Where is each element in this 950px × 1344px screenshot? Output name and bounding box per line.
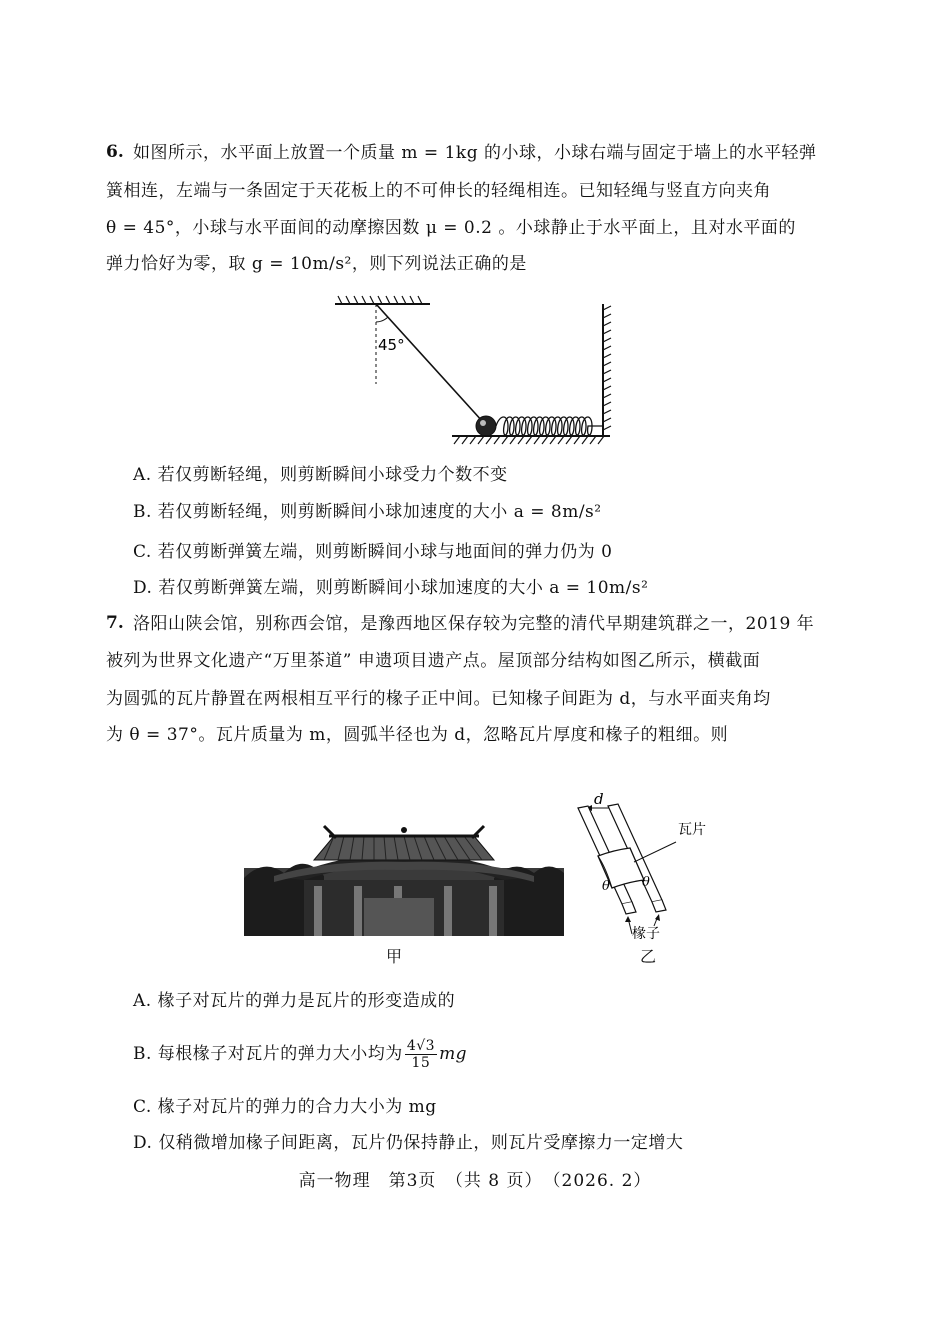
q7-option-b-prefix: B. 每根椽子对瓦片的弹力大小均为	[133, 1044, 403, 1064]
q7-option-a: A. 椽子对瓦片的弹力是瓦片的形变造成的	[133, 991, 456, 1011]
q6-number: 6.	[106, 142, 124, 162]
q7-option-b-frac-num: 4√3	[406, 1038, 436, 1054]
q7-building-photo	[244, 818, 564, 936]
q6-stem-line-2: 簧相连，左端与一条固定于天花板上的不可伸长的轻绳相连。已知轻绳与竖直方向夹角	[106, 181, 771, 201]
q6-option-b: B. 若仅剪断轻绳，则剪断瞬间小球加速度的大小 a = 8m/s²	[133, 502, 602, 522]
q7-option-d: D. 仅稍微增加椽子间距离，瓦片仍保持静止，则瓦片受摩擦力一定增大	[133, 1133, 684, 1153]
q6-figure	[330, 292, 620, 447]
q7-option-b	[133, 1038, 467, 1071]
q6-angle-label: 45°	[378, 336, 405, 354]
q7-stem-line-3: 为圆弧的瓦片静置在两根相互平行的椽子正中间。已知椽子间距为 d，与水平面夹角均	[106, 689, 771, 709]
q7-theta-right: θ	[642, 875, 650, 890]
q7-stem-line-4: 为 θ = 37°。瓦片质量为 m，圆弧半径也为 d，忽略瓦片厚度和椽子的粗细。则	[106, 725, 729, 745]
q7-option-b-frac-den: 15	[411, 1055, 431, 1071]
q7-option-b-fraction	[405, 1038, 437, 1071]
q7-rafter-diagram	[572, 792, 732, 942]
q7-theta-left: θ	[602, 879, 610, 894]
q6-stem-line-1: 如图所示，水平面上放置一个质量 m = 1kg 的小球，小球右端与固定于墙上的水平轻弹	[133, 143, 817, 163]
q7-number: 7.	[106, 613, 124, 633]
q7-option-b-suffix: mg	[439, 1044, 468, 1064]
q7-stem-line-1: 洛阳山陕会馆，别称西会馆，是豫西地区保存较为完整的清代早期建筑群之一，2019 年	[133, 614, 815, 634]
q7-d-label: d	[594, 790, 604, 808]
q6-option-a: A. 若仅剪断轻绳，则剪断瞬间小球受力个数不变	[133, 465, 508, 485]
q7-option-c: C. 椽子对瓦片的弹力的合力大小为 mg	[133, 1097, 437, 1117]
q6-option-d: D. 若仅剪断弹簧左端，则剪断瞬间小球加速度的大小 a = 10m/s²	[133, 578, 649, 598]
q6-stem-line-3: θ = 45°，小球与水平面间的动摩擦因数 μ = 0.2 。小球静止于水平面上，且对水平面的	[106, 218, 796, 238]
page-footer: 高一物理 第3页 （共 8 页） （2026. 2）	[298, 1171, 652, 1191]
q7-rafter-label: 椽子	[632, 926, 660, 942]
q6-stem-line-4: 弹力恰好为零，取 g = 10m/s²，则下列说法正确的是	[106, 254, 527, 274]
q7-stem-line-2: 被列为世界文化遗产“万里茶道” 申遗项目遗产点。屋顶部分结构如图乙所示，横截面	[106, 651, 761, 671]
q7-figure-jia-caption: 甲	[386, 947, 403, 966]
q6-option-c: C. 若仅剪断弹簧左端，则剪断瞬间小球与地面间的弹力仍为 0	[133, 542, 613, 562]
q7-tile-label: 瓦片	[678, 822, 706, 838]
q7-figure-yi-caption: 乙	[640, 947, 657, 966]
